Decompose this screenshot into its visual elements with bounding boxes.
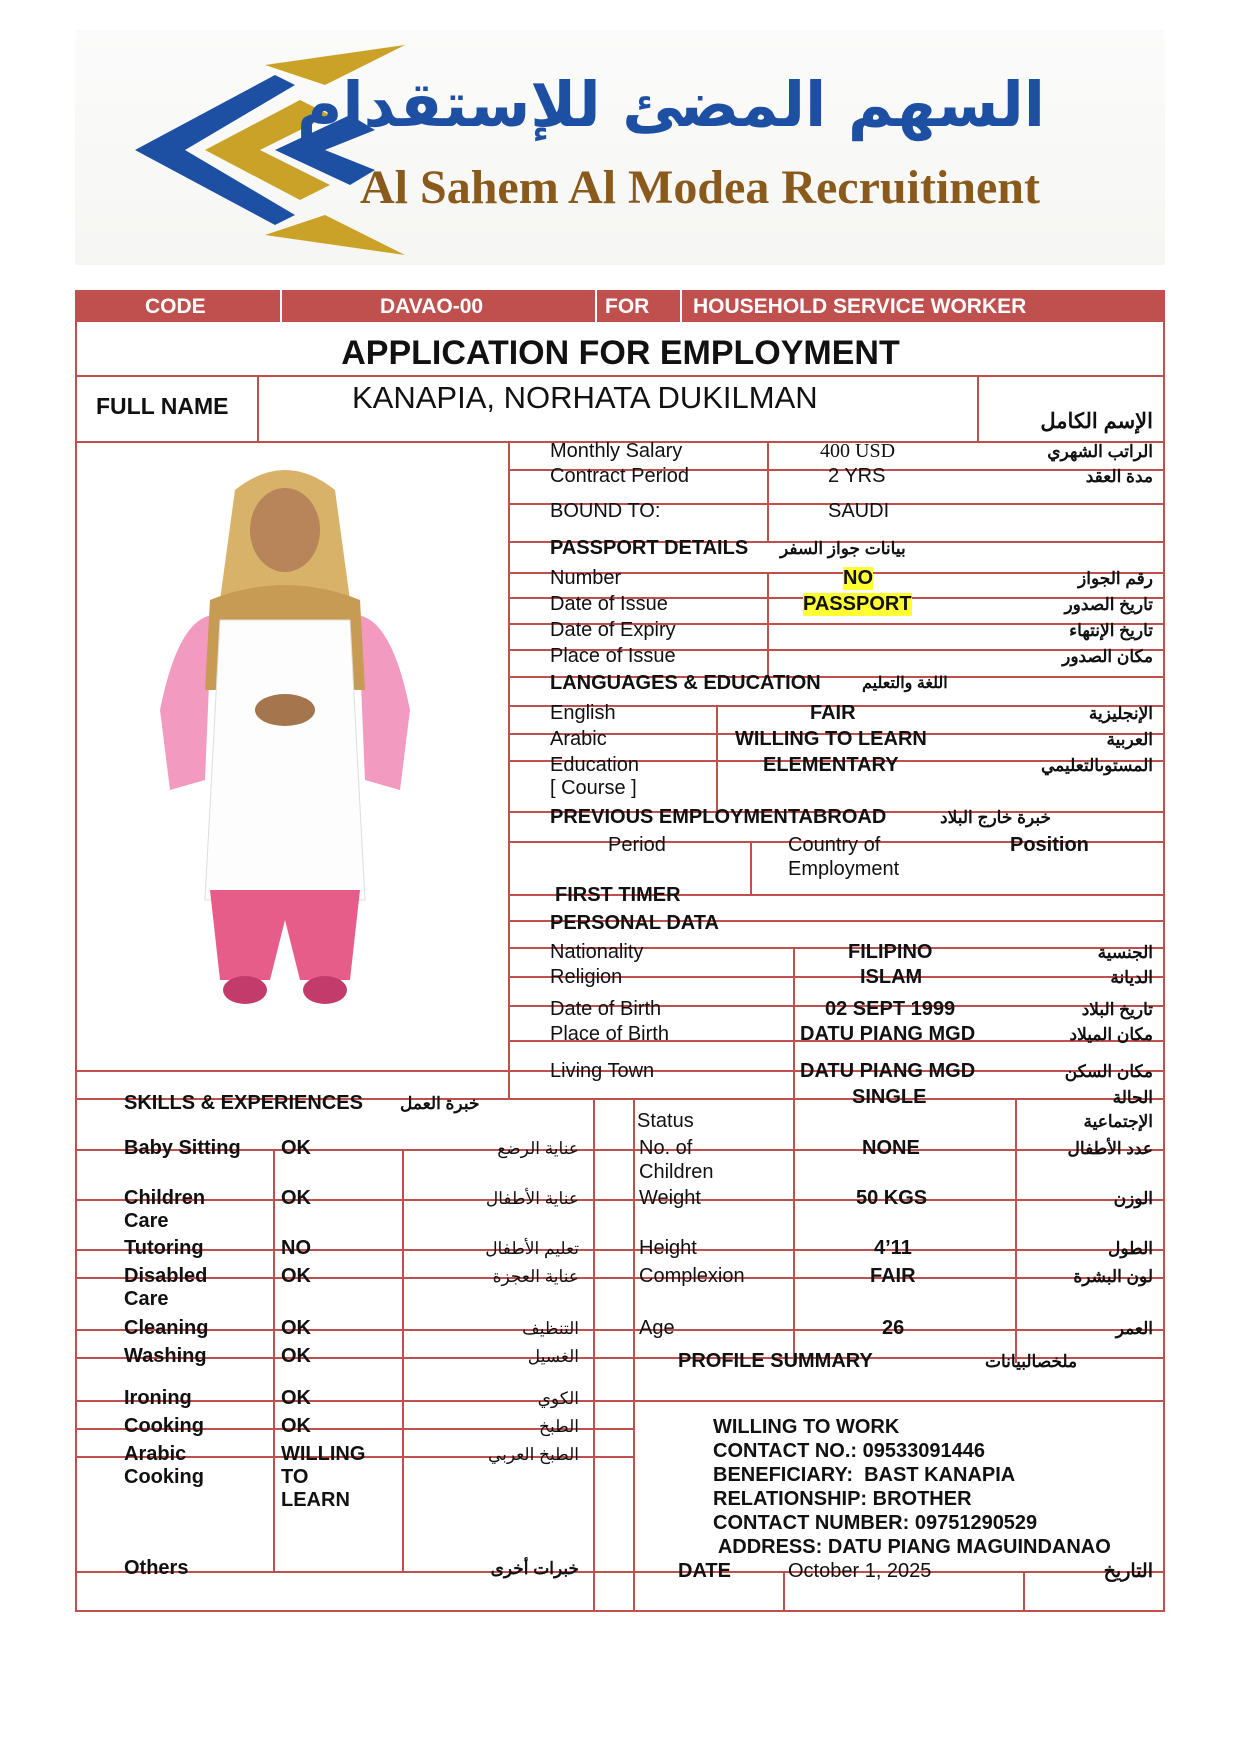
skill-value: OK xyxy=(281,1387,311,1409)
skill-value: OK xyxy=(281,1345,311,1367)
passport-number-arabic: رقم الجواز xyxy=(1078,569,1153,588)
passport-number-label: Number xyxy=(550,567,622,589)
period-label: Contract Period xyxy=(550,465,689,487)
status-value: SINGLE xyxy=(852,1086,927,1108)
period-value: 2 YRS xyxy=(828,465,886,487)
course-label: [ Course ] xyxy=(550,777,637,799)
skill-label: Baby Sitting xyxy=(124,1137,241,1159)
passport-number-value: NO xyxy=(843,567,873,589)
skill-label: Tutoring xyxy=(124,1237,204,1259)
col-period: Period xyxy=(608,834,666,856)
skills-heading: SKILLS & EXPERIENCES xyxy=(124,1092,363,1114)
bound-label: BOUND TO: xyxy=(550,500,661,522)
weight-value: 50 KGS xyxy=(856,1187,928,1209)
previous-heading-arabic: خبرة خارج البلاد xyxy=(940,808,1051,827)
arabic-label: Arabic xyxy=(550,728,607,750)
code-value: DAVAO-00 xyxy=(380,295,484,318)
nationality-arabic: الجنسية xyxy=(1097,943,1153,962)
previous-heading: PREVIOUS EMPLOYMENTABROAD xyxy=(550,806,887,828)
company-logo-banner xyxy=(75,30,1165,265)
languages-heading: LANGUAGES & EDUCATION xyxy=(550,672,821,694)
date-value: October 1, 2025 xyxy=(788,1560,932,1582)
skill-value: OK xyxy=(281,1415,311,1437)
skill-label: Ironing xyxy=(124,1387,192,1409)
profile-line: CONTACT NUMBER: 09751290529 xyxy=(713,1512,1038,1534)
full-name-label: FULL NAME xyxy=(96,393,229,419)
for-value: HOUSEHOLD SERVICE WORKER xyxy=(693,295,1027,318)
skill-value: OK xyxy=(281,1137,311,1159)
dob-arabic: تاريخ البلاد xyxy=(1081,1000,1153,1019)
period-arabic: مدة العقد xyxy=(1085,467,1153,486)
salary-arabic: الراتب الشهري xyxy=(1047,442,1153,461)
bound-value: SAUDI xyxy=(828,500,890,522)
weight-label: Weight xyxy=(639,1187,701,1209)
profile-line: ADDRESS: DATU PIANG MAGUINDANAO xyxy=(713,1536,1111,1558)
salary-label: Monthly Salary xyxy=(550,440,683,462)
complexion-arabic: لون البشرة xyxy=(1073,1267,1153,1286)
pob-value: DATU PIANG MGD xyxy=(800,1023,976,1045)
skill-value: OK xyxy=(281,1265,311,1287)
others-label: Others xyxy=(124,1557,189,1579)
col-country-line1: Country of xyxy=(788,834,881,856)
education-value: ELEMENTARY xyxy=(763,754,899,776)
for-label: FOR xyxy=(605,295,650,318)
age-value: 26 xyxy=(882,1317,905,1339)
skill-label-line2: Care xyxy=(124,1210,169,1232)
arabic-value: WILLING TO LEARN xyxy=(735,728,927,750)
skill-arabic: الكوي xyxy=(537,1389,579,1408)
age-label: Age xyxy=(639,1317,675,1339)
dob-label: Date of Birth xyxy=(550,998,662,1020)
status-arabic-line1: الحالة xyxy=(1112,1088,1153,1107)
weight-arabic: الوزن xyxy=(1113,1189,1153,1208)
town-label: Living Town xyxy=(550,1060,655,1082)
skill-label: Disabled xyxy=(124,1265,208,1287)
skill-arabic: عناية الأطفال xyxy=(485,1189,579,1208)
skill-arabic: الغسيل xyxy=(527,1347,579,1366)
passport-expiry-label: Date of Expiry xyxy=(550,619,676,641)
pob-arabic: مكان الميلاد xyxy=(1069,1025,1153,1044)
skill-value: OK xyxy=(281,1317,311,1339)
previous-row-value: FIRST TIMER xyxy=(555,884,681,906)
skill-value: OK xyxy=(281,1187,311,1209)
skill-label-line2: Care xyxy=(124,1288,169,1310)
skill-label: Cooking xyxy=(124,1415,204,1437)
profile-heading-arabic: ملخصالبيانات xyxy=(985,1352,1078,1371)
passport-expiry-arabic: تاريخ الإنتهاء xyxy=(1069,621,1153,640)
religion-value: ISLAM xyxy=(860,966,923,988)
nationality-value: FILIPINO xyxy=(848,941,933,963)
skill-label-line2: Cooking xyxy=(124,1466,204,1488)
profile-line: BENEFICIARY: BAST KANAPIA xyxy=(713,1464,1016,1486)
children-label-line1: No. of xyxy=(639,1137,693,1159)
height-label: Height xyxy=(639,1237,697,1259)
full-name-value: KANAPIA, NORHATA DUKILMAN xyxy=(352,380,818,415)
education-arabic: المستوىالتعليمي xyxy=(1041,756,1153,775)
skill-arabic: عناية الرضع xyxy=(497,1139,579,1158)
english-label: English xyxy=(550,702,616,724)
date-label: DATE xyxy=(678,1560,731,1582)
logo-arabic-name: السهم المضئ للإستقدام xyxy=(296,68,1045,141)
dob-value: 02 SEPT 1999 xyxy=(825,998,956,1020)
code-label: CODE xyxy=(145,295,206,318)
status-arabic-line2: الإجتماعية xyxy=(1083,1112,1153,1131)
skill-label: Children xyxy=(124,1187,206,1209)
passport-heading-arabic: بيانات جواز السفر xyxy=(780,539,906,558)
logo-english-name: Al Sahem Al Modea Recruitinent xyxy=(360,161,1040,214)
nationality-label: Nationality xyxy=(550,941,644,963)
full-name-arabic: الإسم الكامل xyxy=(1040,410,1153,433)
personal-heading: PERSONAL DATA xyxy=(550,912,719,934)
children-value: NONE xyxy=(862,1137,920,1159)
languages-heading-arabic: اللغة والتعليم xyxy=(862,675,948,692)
profile-line: RELATIONSHIP: BROTHER xyxy=(713,1488,972,1510)
skill-value-line3: LEARN xyxy=(281,1489,350,1511)
skill-arabic: الطبخ xyxy=(539,1417,579,1436)
header-bar xyxy=(75,290,1165,322)
height-value: 4’11 xyxy=(874,1237,912,1259)
arabic-arabic: العربية xyxy=(1106,730,1153,749)
profile-line: CONTACT NO.: 09533091446 xyxy=(713,1440,985,1462)
passport-issue-arabic: تاريخ الصدور xyxy=(1064,595,1153,614)
skill-label: Cleaning xyxy=(124,1317,209,1339)
pob-label: Place of Birth xyxy=(550,1023,669,1045)
age-arabic: العمر xyxy=(1115,1319,1153,1338)
date-arabic: التاريخ xyxy=(1103,1561,1153,1582)
passport-heading: PASSPORT DETAILS xyxy=(550,537,749,559)
complexion-label: Complexion xyxy=(639,1265,745,1287)
col-country-line2: Employment xyxy=(788,858,900,880)
children-arabic: عدد الأطفال xyxy=(1067,1139,1153,1158)
passport-issue-value: PASSPORT xyxy=(803,593,912,615)
skill-value-line2: TO xyxy=(281,1466,309,1488)
person-photo-icon xyxy=(150,460,420,1040)
religion-label: Religion xyxy=(550,966,623,988)
skill-arabic: الطبخ العربي xyxy=(487,1445,579,1464)
profile-line: WILLING TO WORK xyxy=(713,1416,900,1438)
height-arabic: الطول xyxy=(1108,1239,1153,1258)
profile-heading: PROFILE SUMMARY xyxy=(678,1350,873,1372)
others-arabic: خبرات أخرى xyxy=(490,1559,579,1578)
skill-arabic: عناية العجزة xyxy=(492,1267,579,1286)
status-label: Status xyxy=(637,1110,694,1132)
skill-label: Arabic xyxy=(124,1443,187,1465)
skill-label: Washing xyxy=(124,1345,207,1367)
applicant-photo xyxy=(150,460,420,1040)
passport-issue-label: Date of Issue xyxy=(550,593,668,615)
skill-value: WILLING xyxy=(281,1443,366,1465)
town-value: DATU PIANG MGD xyxy=(800,1060,976,1082)
salary-value: 400 USD xyxy=(820,440,896,462)
skill-value: NO xyxy=(281,1237,311,1259)
skill-arabic: تعليم الأطفال xyxy=(485,1239,579,1258)
skills-heading-arabic: خبرة العمل xyxy=(400,1094,480,1113)
religion-arabic: الديانة xyxy=(1110,968,1153,987)
town-arabic: مكان السكن xyxy=(1064,1062,1153,1081)
passport-place-label: Place of Issue xyxy=(550,645,676,667)
children-label-line2: Children xyxy=(639,1161,714,1183)
skill-arabic: التنظيف xyxy=(522,1319,579,1338)
passport-place-arabic: مكان الصدور xyxy=(1062,647,1153,666)
english-arabic: الإنجليزية xyxy=(1088,704,1153,723)
education-label: Education xyxy=(550,754,639,776)
col-position: Position xyxy=(1010,834,1089,856)
english-value: FAIR xyxy=(810,702,856,724)
complexion-value: FAIR xyxy=(870,1265,916,1287)
form-title: APPLICATION FOR EMPLOYMENT xyxy=(341,334,900,372)
